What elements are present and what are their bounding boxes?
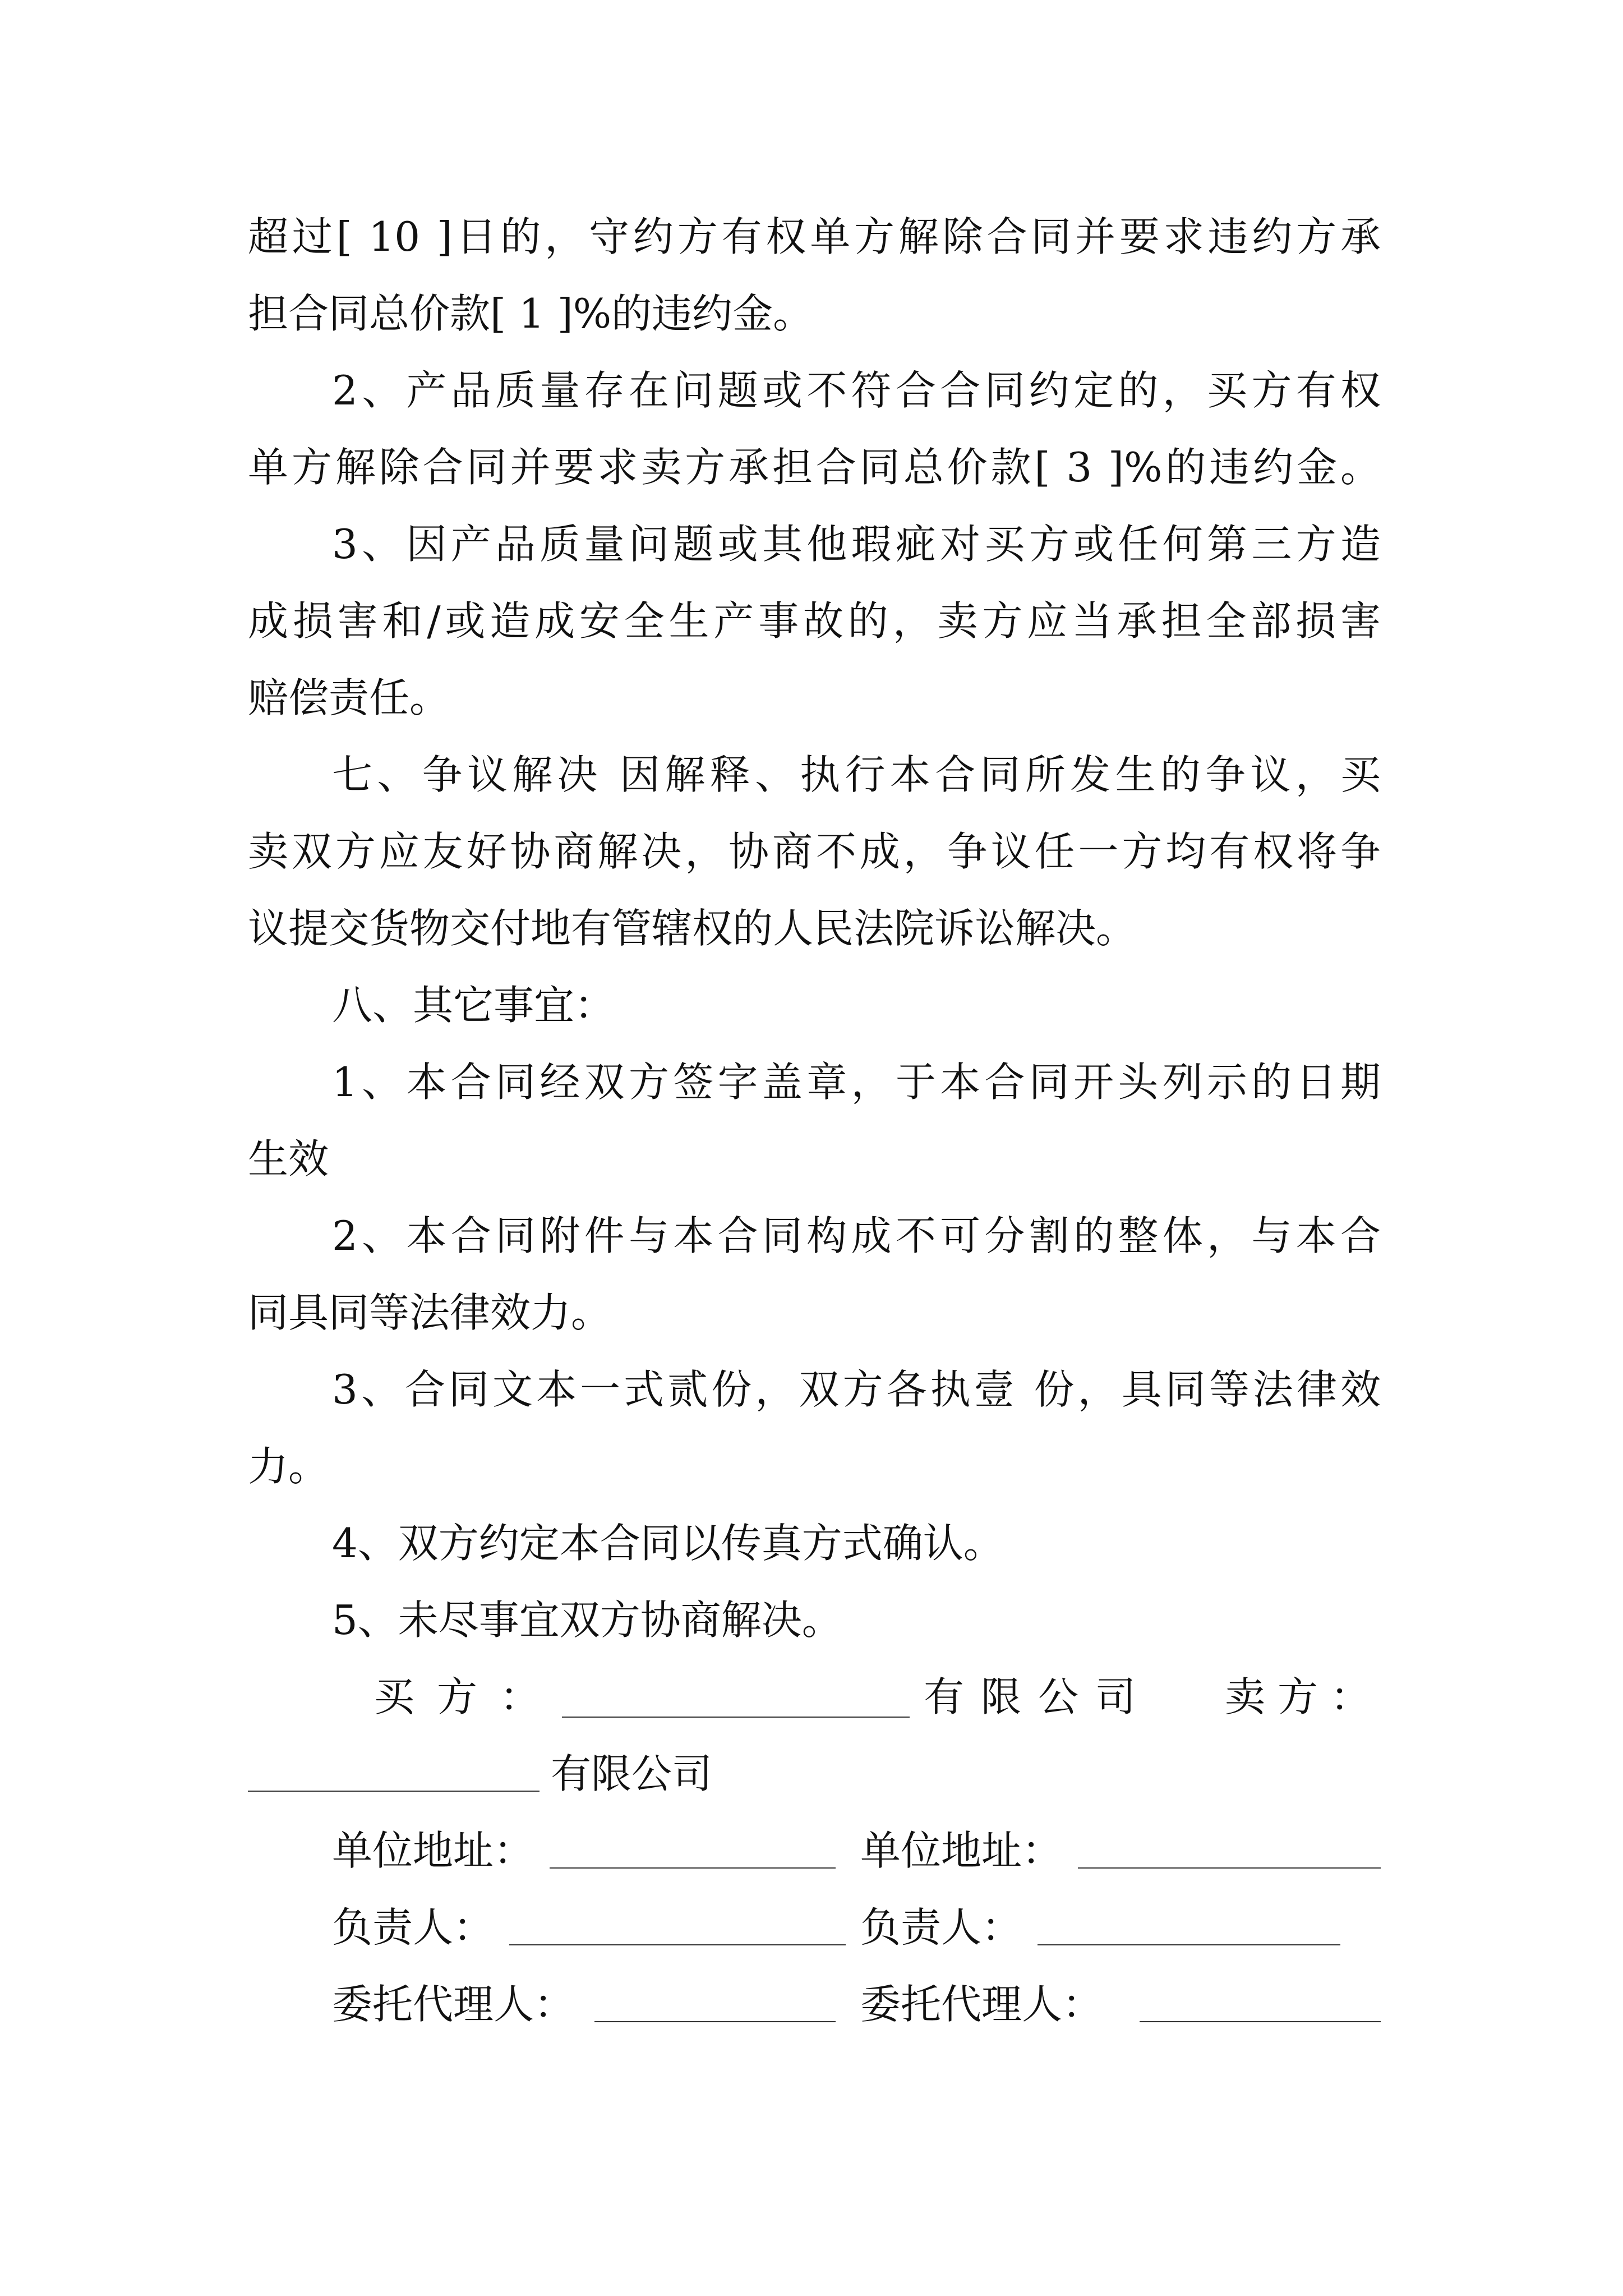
text-line: 卖双方应友好协商解决，协商不成，争议任一方均有权将争 [248,828,1381,875]
text-line: 担合同总价款[ 1 ]%的违约金。 [248,290,814,337]
text-line: 成损害和/或造成安全生产事故的，卖方应当承担全部损害 [248,597,1381,645]
seller-agent-blank [1140,1982,1381,2022]
text-line: 生效 [248,1135,329,1182]
text-line: 单方解除合同并要求卖方承担合同总价款[ 3 ]%的违约金。 [248,444,1381,491]
buyer-label: 买方： [374,1673,563,1720]
seller-agent-label: 委托代理人： [860,1981,1103,2028]
buyer-manager-blank [509,1905,846,1945]
seller-company-blank [248,1751,540,1792]
seller-manager-blank [1038,1905,1340,1945]
buyer-address-blank [550,1828,836,1869]
text-line: 4、双方约定本合同以传真方式确认。 [332,1520,1004,1567]
text-line: 5、未尽事宜双方协商解决。 [332,1596,842,1644]
buyer-company-blank [562,1677,910,1718]
buyer-agent-label: 委托代理人： [332,1981,575,2028]
seller-company-suffix: 有限公司 [551,1750,713,1797]
seller-label: 卖方： [1225,1673,1384,1720]
text-line: 赔偿责任。 [248,674,450,721]
buyer-company-suffix: 有限公司 [924,1673,1153,1720]
text-line: 2、本合同附件与本合同构成不可分割的整体，与本合 [332,1212,1381,1259]
text-line: 2、产品质量存在问题或不符合合同约定的，买方有权 [332,367,1381,414]
seller-address-label: 单位地址： [860,1827,1063,1874]
seller-address-blank [1078,1828,1381,1869]
section-heading-dispute: 七、争议解决 因解释、执行本合同所发生的争议，买 [332,751,1381,798]
text-line: 力。 [248,1443,329,1490]
text-line: 3、因产品质量问题或其他瑕疵对买方或任何第三方造 [332,521,1381,568]
section-heading-other: 八、其它事宜： [332,982,615,1029]
text-line: 超过[ 10 ]日的，守约方有权单方解除合同并要求违约方承 [248,213,1381,260]
text-line: 1、本合同经双方签字盖章，于本合同开头列示的日期 [332,1059,1381,1106]
buyer-manager-label: 负责人： [332,1904,494,1951]
buyer-agent-blank [594,1982,836,2022]
text-line: 议提交货物交付地有管辖权的人民法院诉讼解决。 [248,905,1137,952]
buyer-address-label: 单位地址： [332,1827,534,1874]
text-line: 同具同等法律效力。 [248,1289,612,1336]
seller-manager-label: 负责人： [860,1904,1022,1951]
text-line: 3、合同文本一式贰份，双方各执壹 份，具同等法律效 [332,1366,1381,1413]
